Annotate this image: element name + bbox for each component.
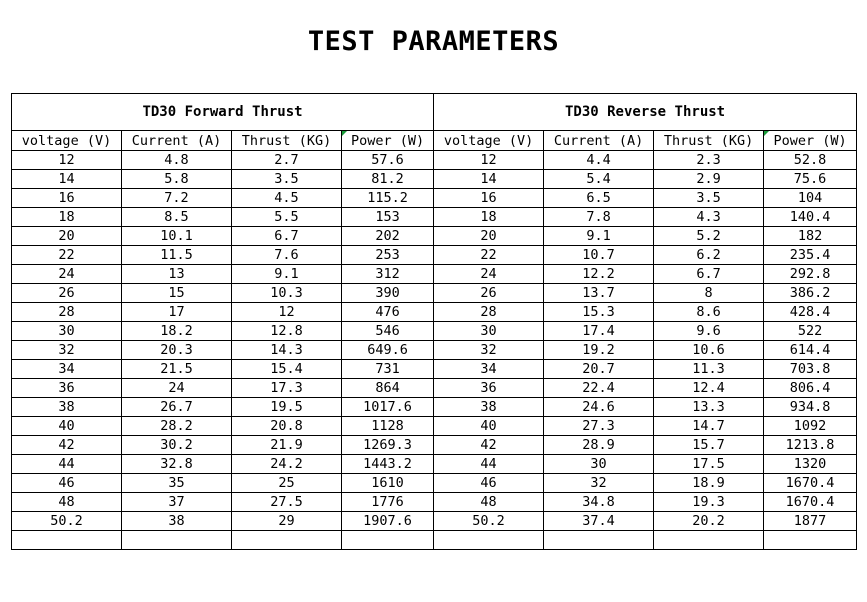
forward-cell: 115.2	[342, 189, 434, 208]
reverse-cell: 42	[434, 436, 544, 455]
reverse-cell: 75.6	[764, 170, 857, 189]
forward-cell: 30	[12, 322, 122, 341]
forward-cell: 8.5	[122, 208, 232, 227]
reverse-cell: 13.7	[544, 284, 654, 303]
reverse-cell: 522	[764, 322, 857, 341]
forward-cell: 37	[122, 493, 232, 512]
table-row	[12, 208, 857, 227]
reverse-cell: 30	[544, 455, 654, 474]
empty-cell	[342, 531, 434, 550]
reverse-section-header: TD30 Reverse Thrust	[434, 94, 857, 131]
forward-cell: 26.7	[122, 398, 232, 417]
forward-cell: 30.2	[122, 436, 232, 455]
table-row	[12, 398, 857, 417]
table-row	[12, 493, 857, 512]
empty-row	[12, 531, 857, 550]
forward-cell: 153	[342, 208, 434, 227]
forward-cell: 7.2	[122, 189, 232, 208]
reverse-cell: 703.8	[764, 360, 857, 379]
reverse-cell: 4.3	[654, 208, 764, 227]
empty-cell	[122, 531, 232, 550]
reverse-cell: 24.6	[544, 398, 654, 417]
table-row	[12, 474, 857, 493]
forward-cell: 6.7	[232, 227, 342, 246]
forward-cell: 21.5	[122, 360, 232, 379]
reverse-cell: 12	[434, 151, 544, 170]
forward-cell: 19.5	[232, 398, 342, 417]
forward-cell: 18	[12, 208, 122, 227]
table-row	[12, 170, 857, 189]
forward-cell: 24	[122, 379, 232, 398]
reverse-cell: 9.6	[654, 322, 764, 341]
table-row	[12, 360, 857, 379]
reverse-cell: 7.8	[544, 208, 654, 227]
table-row	[12, 265, 857, 284]
reverse-col-power: Power (W)	[764, 131, 857, 151]
forward-cell: 864	[342, 379, 434, 398]
forward-cell: 24.2	[232, 455, 342, 474]
reverse-cell: 10.6	[654, 341, 764, 360]
reverse-cell: 292.8	[764, 265, 857, 284]
table-row	[12, 322, 857, 341]
forward-cell: 57.6	[342, 151, 434, 170]
reverse-cell: 12.2	[544, 265, 654, 284]
forward-cell: 20.3	[122, 341, 232, 360]
forward-col-current: Current (A)	[122, 131, 232, 151]
forward-cell: 27.5	[232, 493, 342, 512]
reverse-cell: 34.8	[544, 493, 654, 512]
reverse-col-current: Current (A)	[544, 131, 654, 151]
reverse-cell: 22	[434, 246, 544, 265]
forward-cell: 1269.3	[342, 436, 434, 455]
reverse-cell: 428.4	[764, 303, 857, 322]
forward-cell: 1017.6	[342, 398, 434, 417]
reverse-cell: 140.4	[764, 208, 857, 227]
reverse-cell: 16	[434, 189, 544, 208]
reverse-cell: 13.3	[654, 398, 764, 417]
forward-cell: 21.9	[232, 436, 342, 455]
reverse-cell: 1213.8	[764, 436, 857, 455]
forward-cell: 16	[12, 189, 122, 208]
forward-cell: 1776	[342, 493, 434, 512]
forward-cell: 14.3	[232, 341, 342, 360]
reverse-cell: 386.2	[764, 284, 857, 303]
forward-cell: 10.3	[232, 284, 342, 303]
reverse-cell: 6.2	[654, 246, 764, 265]
reverse-cell: 11.3	[654, 360, 764, 379]
forward-cell: 38	[122, 512, 232, 531]
reverse-cell: 2.9	[654, 170, 764, 189]
reverse-cell: 15.3	[544, 303, 654, 322]
reverse-cell: 614.4	[764, 341, 857, 360]
reverse-col-voltage: voltage (V)	[434, 131, 544, 151]
forward-cell: 22	[12, 246, 122, 265]
reverse-cell: 104	[764, 189, 857, 208]
reverse-cell: 3.5	[654, 189, 764, 208]
reverse-cell: 30	[434, 322, 544, 341]
forward-cell: 17	[122, 303, 232, 322]
forward-cell: 15	[122, 284, 232, 303]
reverse-col-thrust: Thrust (KG)	[654, 131, 764, 151]
empty-cell	[764, 531, 857, 550]
reverse-cell: 1877	[764, 512, 857, 531]
forward-cell: 12.8	[232, 322, 342, 341]
forward-cell: 1443.2	[342, 455, 434, 474]
reverse-cell: 934.8	[764, 398, 857, 417]
reverse-cell: 182	[764, 227, 857, 246]
forward-cell: 42	[12, 436, 122, 455]
table-row	[12, 303, 857, 322]
reverse-cell: 36	[434, 379, 544, 398]
empty-cell	[654, 531, 764, 550]
reverse-cell: 15.7	[654, 436, 764, 455]
empty-cell	[434, 531, 544, 550]
forward-cell: 13	[122, 265, 232, 284]
forward-cell: 9.1	[232, 265, 342, 284]
forward-cell: 7.6	[232, 246, 342, 265]
forward-cell: 3.5	[232, 170, 342, 189]
forward-cell: 20	[12, 227, 122, 246]
reverse-cell: 34	[434, 360, 544, 379]
reverse-cell: 18.9	[654, 474, 764, 493]
reverse-cell: 40	[434, 417, 544, 436]
forward-cell: 36	[12, 379, 122, 398]
reverse-cell: 44	[434, 455, 544, 474]
reverse-cell: 28.9	[544, 436, 654, 455]
reverse-cell: 12.4	[654, 379, 764, 398]
forward-cell: 15.4	[232, 360, 342, 379]
forward-cell: 48	[12, 493, 122, 512]
empty-cell	[544, 531, 654, 550]
table-row	[12, 227, 857, 246]
reverse-cell: 1670.4	[764, 493, 857, 512]
reverse-cell: 46	[434, 474, 544, 493]
table-row	[12, 455, 857, 474]
forward-cell: 32	[12, 341, 122, 360]
reverse-cell: 8	[654, 284, 764, 303]
table-row	[12, 246, 857, 265]
reverse-cell: 26	[434, 284, 544, 303]
table-row	[12, 417, 857, 436]
forward-cell: 1128	[342, 417, 434, 436]
forward-cell: 5.5	[232, 208, 342, 227]
reverse-cell: 1670.4	[764, 474, 857, 493]
forward-cell: 2.7	[232, 151, 342, 170]
forward-cell: 20.8	[232, 417, 342, 436]
forward-cell: 476	[342, 303, 434, 322]
table-row	[12, 512, 857, 531]
test-parameters-table	[11, 93, 857, 550]
forward-cell: 28	[12, 303, 122, 322]
table-row	[12, 341, 857, 360]
reverse-cell: 14	[434, 170, 544, 189]
forward-cell: 38	[12, 398, 122, 417]
reverse-cell: 20	[434, 227, 544, 246]
forward-cell: 4.5	[232, 189, 342, 208]
reverse-cell: 32	[434, 341, 544, 360]
forward-col-voltage: voltage (V)	[12, 131, 122, 151]
forward-cell: 18.2	[122, 322, 232, 341]
forward-cell: 12	[12, 151, 122, 170]
forward-cell: 35	[122, 474, 232, 493]
forward-cell: 5.8	[122, 170, 232, 189]
forward-cell: 1610	[342, 474, 434, 493]
reverse-cell: 10.7	[544, 246, 654, 265]
forward-cell: 731	[342, 360, 434, 379]
table-row	[12, 284, 857, 303]
forward-cell: 546	[342, 322, 434, 341]
reverse-cell: 5.2	[654, 227, 764, 246]
empty-cell	[12, 531, 122, 550]
reverse-cell: 1092	[764, 417, 857, 436]
forward-cell: 26	[12, 284, 122, 303]
reverse-cell: 6.5	[544, 189, 654, 208]
reverse-cell: 8.6	[654, 303, 764, 322]
reverse-cell: 28	[434, 303, 544, 322]
forward-cell: 46	[12, 474, 122, 493]
forward-cell: 11.5	[122, 246, 232, 265]
reverse-cell: 52.8	[764, 151, 857, 170]
reverse-cell: 1320	[764, 455, 857, 474]
reverse-cell: 4.4	[544, 151, 654, 170]
table-row	[12, 151, 857, 170]
reverse-cell: 806.4	[764, 379, 857, 398]
forward-cell: 390	[342, 284, 434, 303]
reverse-cell: 38	[434, 398, 544, 417]
forward-cell: 81.2	[342, 170, 434, 189]
forward-cell: 202	[342, 227, 434, 246]
forward-cell: 28.2	[122, 417, 232, 436]
forward-cell: 253	[342, 246, 434, 265]
forward-cell: 4.8	[122, 151, 232, 170]
forward-col-thrust: Thrust (KG)	[232, 131, 342, 151]
table-row	[12, 436, 857, 455]
reverse-cell: 19.2	[544, 341, 654, 360]
reverse-cell: 17.4	[544, 322, 654, 341]
reverse-cell: 2.3	[654, 151, 764, 170]
forward-cell: 17.3	[232, 379, 342, 398]
reverse-cell: 48	[434, 493, 544, 512]
forward-cell: 29	[232, 512, 342, 531]
forward-cell: 24	[12, 265, 122, 284]
forward-section-header: TD30 Forward Thrust	[12, 94, 434, 131]
reverse-cell: 27.3	[544, 417, 654, 436]
reverse-cell: 17.5	[654, 455, 764, 474]
reverse-cell: 37.4	[544, 512, 654, 531]
forward-cell: 34	[12, 360, 122, 379]
table-row	[12, 189, 857, 208]
reverse-cell: 20.7	[544, 360, 654, 379]
forward-cell: 649.6	[342, 341, 434, 360]
forward-cell: 12	[232, 303, 342, 322]
forward-col-power: Power (W)	[342, 131, 434, 151]
reverse-cell: 14.7	[654, 417, 764, 436]
forward-cell: 1907.6	[342, 512, 434, 531]
table-row	[12, 379, 857, 398]
forward-cell: 40	[12, 417, 122, 436]
forward-cell: 14	[12, 170, 122, 189]
reverse-cell: 235.4	[764, 246, 857, 265]
reverse-cell: 19.3	[654, 493, 764, 512]
page-title: TEST PARAMETERS	[307, 26, 560, 57]
reverse-cell: 22.4	[544, 379, 654, 398]
reverse-cell: 5.4	[544, 170, 654, 189]
empty-cell	[232, 531, 342, 550]
reverse-cell: 24	[434, 265, 544, 284]
reverse-cell: 32	[544, 474, 654, 493]
reverse-cell: 50.2	[434, 512, 544, 531]
forward-cell: 25	[232, 474, 342, 493]
reverse-cell: 6.7	[654, 265, 764, 284]
forward-cell: 312	[342, 265, 434, 284]
forward-cell: 10.1	[122, 227, 232, 246]
reverse-cell: 9.1	[544, 227, 654, 246]
forward-cell: 44	[12, 455, 122, 474]
reverse-cell: 20.2	[654, 512, 764, 531]
reverse-cell: 18	[434, 208, 544, 227]
forward-cell: 32.8	[122, 455, 232, 474]
forward-cell: 50.2	[12, 512, 122, 531]
